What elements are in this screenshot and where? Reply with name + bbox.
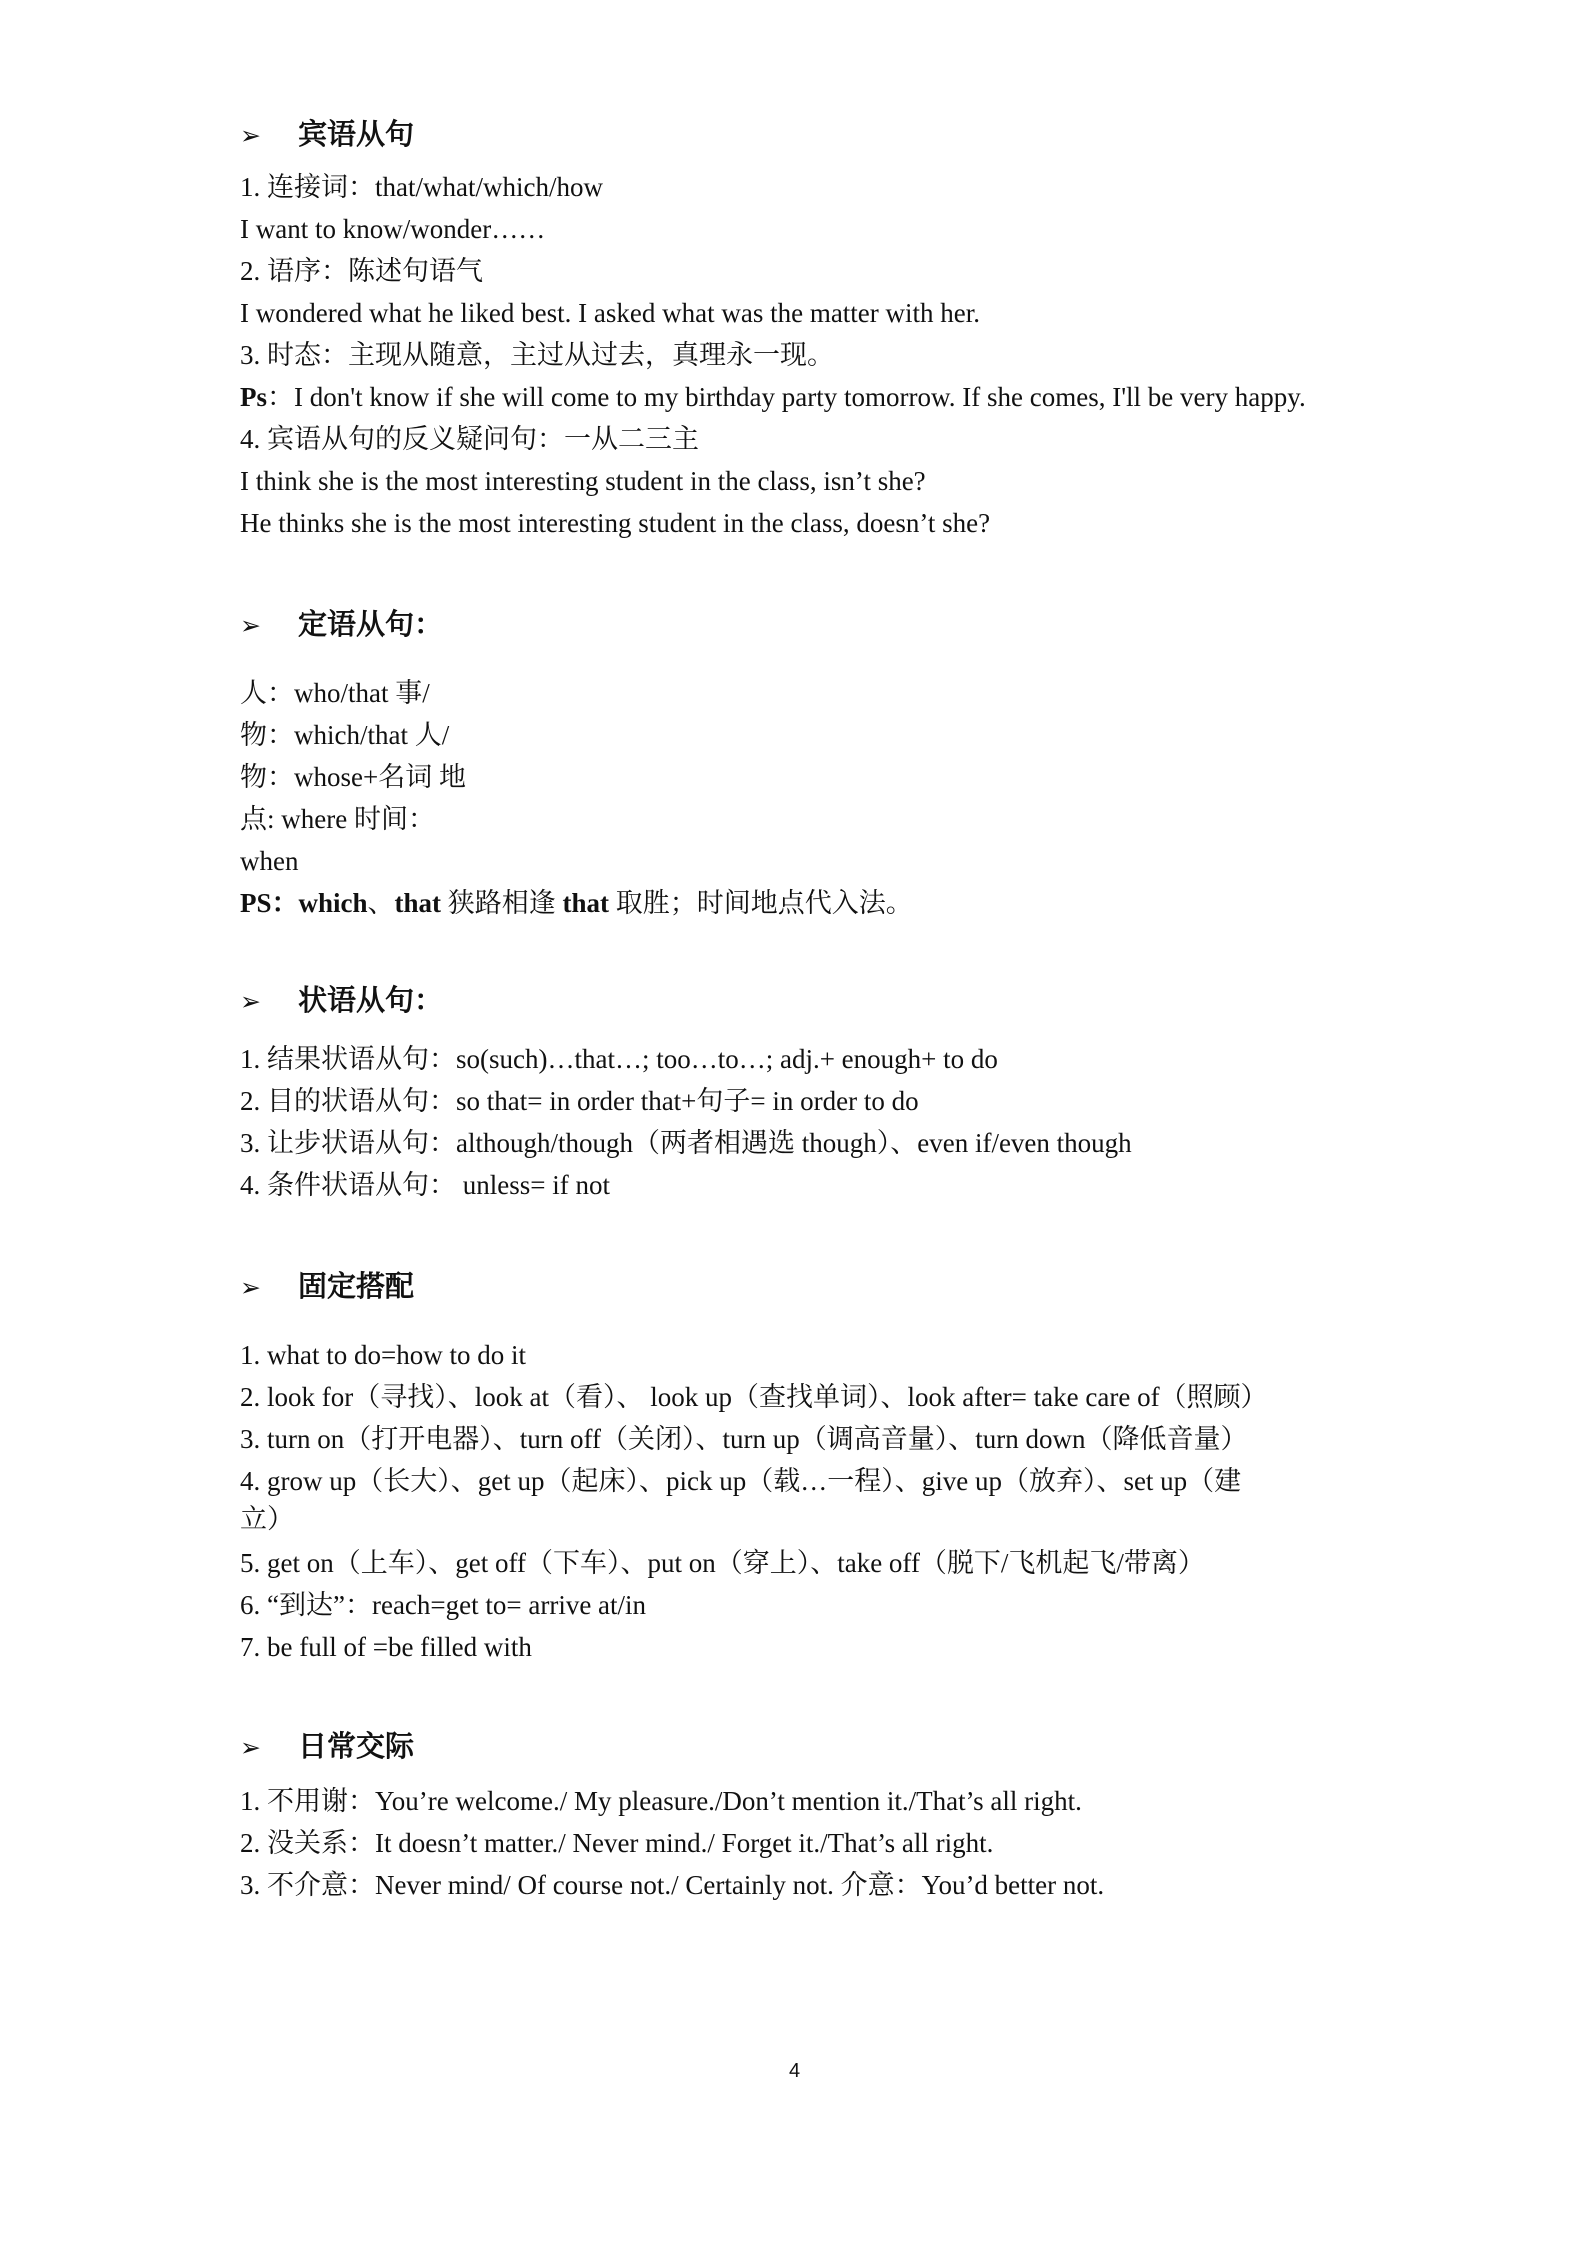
arrow-bullet-icon: ➢ xyxy=(240,121,261,150)
text-line: 立） xyxy=(240,1504,294,1534)
text-line: 1. what to do=how to do it xyxy=(240,1340,526,1370)
text-line: 3. 不介意：Never mind/ Of course not./ Certainly not. 介意：You’d better not. xyxy=(240,1870,1105,1900)
text-line: I want to know/wonder…… xyxy=(240,214,546,244)
text-line: 1. 连接词：that/what/which/how xyxy=(240,172,603,202)
section-heading-object-clause: ➢ 宾语从句 xyxy=(240,116,414,154)
ps-note: PS：which、that 狭路相逢 that 取胜；时间地点代入法。 xyxy=(240,888,913,918)
text-line: I wondered what he liked best. I asked what was the matter with her. xyxy=(240,298,981,328)
text-line: 3. 让步状语从句：although/though（两者相遇选 though）、even if/even though xyxy=(240,1128,1132,1158)
text-line: 物：whose+名词 地 xyxy=(240,762,466,792)
text-line: Ps：I don't know if she will come to my birthday party tomorrow. If she comes, I'll be very happy. xyxy=(240,382,1306,412)
section-heading-attributive-clause: ➢ 定语从句： xyxy=(240,606,443,644)
ps-label: Ps xyxy=(240,382,267,412)
text-line: 1. 不用谢：You’re welcome./ My pleasure./Don’t mention it./That’s all right. xyxy=(240,1786,1082,1816)
text-line: 3. turn on（打开电器）、turn off（关闭）、turn up（调高音量）、turn down（降低音量） xyxy=(240,1424,1248,1454)
text-line: 3. 时态：主现从随意，主过从过去，真理永一现。 xyxy=(240,340,834,370)
text-line: He thinks she is the most interesting student in the class, doesn’t she? xyxy=(240,508,991,538)
text-line: 点: where 时间： xyxy=(240,804,435,834)
text-line: 5. get on（上车）、get off（下车）、put on（穿上）、take off（脱下/飞机起飞/带离） xyxy=(240,1548,1205,1578)
section-heading-daily-communication: ➢ 日常交际 xyxy=(240,1728,414,1766)
text-line: 6. “到达”：reach=get to= arrive at/in xyxy=(240,1590,647,1620)
text-line: 4. 条件状语从句： unless= if not xyxy=(240,1170,610,1200)
section-heading-adverbial-clause: ➢ 状语从句： xyxy=(240,982,443,1020)
text-line: 人：who/that 事/ xyxy=(240,678,430,708)
text-line: I think she is the most interesting student in the class, isn’t she? xyxy=(240,466,926,496)
text-line: 4. grow up（长大）、get up（起床）、pick up（载…一程）、give up（放弃）、set up（建 xyxy=(240,1466,1242,1496)
text-line: 4. 宾语从句的反义疑问句：一从二三主 xyxy=(240,424,699,454)
text-line: 物：which/that 人/ xyxy=(240,720,450,750)
arrow-bullet-icon: ➢ xyxy=(240,987,261,1016)
text-line: when xyxy=(240,846,299,876)
text-line: 2. look for（寻找）、look at（看）、 look up（查找单词）、look after= take care of（照顾） xyxy=(240,1382,1268,1412)
text-line: 7. be full of =be filled with xyxy=(240,1632,532,1662)
text-line: 2. 语序：陈述句语气 xyxy=(240,256,483,286)
section-heading-fixed-phrases: ➢ 固定搭配 xyxy=(240,1268,414,1306)
text-line: 2. 目的状语从句：so that= in order that+句子= in order to do xyxy=(240,1086,919,1116)
arrow-bullet-icon: ➢ xyxy=(240,611,261,640)
text-line: 2. 没关系：It doesn’t matter./ Never mind./ Forget it./That’s all right. xyxy=(240,1828,994,1858)
arrow-bullet-icon: ➢ xyxy=(240,1733,261,1762)
text-line: 1. 结果状语从句：so(such)…that…; too…to…; adj.+ enough+ to do xyxy=(240,1044,998,1074)
page-number: 4 xyxy=(788,2060,801,2082)
arrow-bullet-icon: ➢ xyxy=(240,1273,261,1302)
